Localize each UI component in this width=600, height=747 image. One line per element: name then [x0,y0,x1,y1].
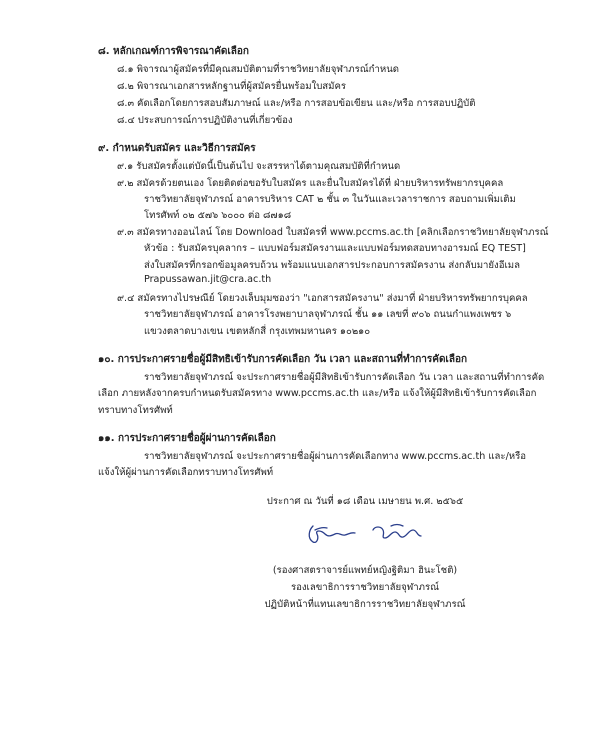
section-11-title: ๑๑. การประกาศรายชื่อผู้ผ่านการคัดเลือก [98,433,276,444]
section-9-line: ๙.๑ รับสมัครตั้งแต่บัดนี้เป็นต้นไป จะสรรหาได้ตามคุณสมบัติที่กำหนด [117,161,401,172]
section-9-line: ๙.๔ สมัครทางไปรษณีย์ โดยวงเล็บมุมซองว่า "เอกสารสมัครงาน" ส่งมาที่ ฝ่ายบริหารทรัพยากรบุคคล [117,293,528,304]
announcement-date: ประกาศ ณ วันที่ ๑๘ เดือน เมษายน พ.ศ. ๒๕๖๕ [266,496,464,507]
section-9-line: โทรศัพท์ ๐๒ ๕๗๖ ๖๐๐๐ ต่อ ๘๗๑๘ [144,210,292,221]
section-8-title: ๘. หลักเกณฑ์การพิจารณาคัดเลือก [98,46,249,57]
section-9-line: แขวงตลาดบางเขน เขตหลักสี่ กรุงเทพมหานคร ๑๐๒๑๐ [144,326,371,337]
signatory-acting: ปฏิบัติหน้าที่แทนเลขาธิการราชวิทยาลัยจุฬาภรณ์ [264,599,466,610]
section-9-line: ๙.๓ สมัครทางออนไลน์ โดย Download ใบสมัครที่ www.pccms.ac.th [คลิกเลือกราชวิทยาลัยจุฬาภรณ์ [117,227,549,238]
signatory-position: รองเลขาธิการราชวิทยาลัยจุฬาภรณ์ [290,582,440,593]
section-9-line: ราชวิทยาลัยจุฬาภรณ์ อาคารโรงพยาบาลจุฬาภรณ์ ชั้น ๑๑ เลขที่ ๙๐๖ ถนนกำแพงเพชร ๖ [144,309,512,320]
section-8-item: ๘.๒ พิจารณาเอกสารหลักฐานที่ผู้สมัครยื่นพร้อมใบสมัคร [117,81,347,92]
section-10-line: เลือก ภายหลังจากครบกำหนดรับสมัครทาง www.pccms.ac.th และ/หรือ แจ้งให้ผู้มีสิทธิเข้ารับการคัดเลือก [98,388,537,399]
section-8-item: ๘.๓ คัดเลือกโดยการสอบสัมภาษณ์ และ/หรือ การสอบข้อเขียน และ/หรือ การสอบปฏิบัติ [117,98,476,109]
signature-image [295,518,435,548]
signatory-name: (รองศาสตราจารย์แพทย์หญิงฐิติมา ฮินะโชติ) [272,565,458,576]
section-9-line: ๙.๒ สมัครด้วยตนเอง โดยติดต่อขอรับใบสมัคร และยื่นใบสมัครได้ที่ ฝ่ายบริหารทรัพยากรบุคคล [117,178,504,189]
section-9-line: หัวข้อ : รับสมัครบุคลากร – แบบฟอร์มสมัครงานและแบบฟอร์มทดสอบทางอารมณ์ EQ TEST] [144,243,526,254]
section-8-item: ๘.๑ พิจารณาผู้สมัครที่มีคุณสมบัติตามที่ราชวิทยาลัยจุฬาภรณ์กำหนด [117,64,399,75]
section-9-line: ส่งใบสมัครที่กรอกข้อมูลครบถ้วน พร้อมแนบเอกสารประกอบการสมัครงาน ส่งกลับมายังอีเมล [144,260,520,271]
section-11-line: ราชวิทยาลัยจุฬาภรณ์ จะประกาศรายชื่อผู้ผ่านการคัดเลือกทาง www.pccms.ac.th และ/หรือ [144,451,527,462]
section-9-email: Prapussawan.jit@cra.ac.th [144,274,272,285]
section-8-item: ๘.๔ ประสบการณ์การปฏิบัติงานที่เกี่ยวข้อง [117,115,293,126]
section-10-line: ทราบทางโทรศัพท์ [98,405,173,416]
section-11-line: แจ้งให้ผู้ผ่านการคัดเลือกทราบทางโทรศัพท์ [98,467,274,478]
section-9-line: ราชวิทยาลัยจุฬาภรณ์ อาคารบริหาร CAT ๒ ชั้น ๓ ในวันและเวลาราชการ สอบถามเพิ่มเติม [144,194,516,205]
section-10-line: ราชวิทยาลัยจุฬาภรณ์ จะประกาศรายชื่อผู้มีสิทธิเข้ารับการคัดเลือก วัน เวลา และสถานที่ทำการคัด [144,372,545,383]
section-10-title: ๑๐. การประกาศรายชื่อผู้มีสิทธิเข้ารับการคัดเลือก วัน เวลา และสถานที่ทำการคัดเลือก [98,354,468,365]
section-9-title: ๙. กำหนดรับสมัคร และวิธีการสมัคร [98,143,256,154]
